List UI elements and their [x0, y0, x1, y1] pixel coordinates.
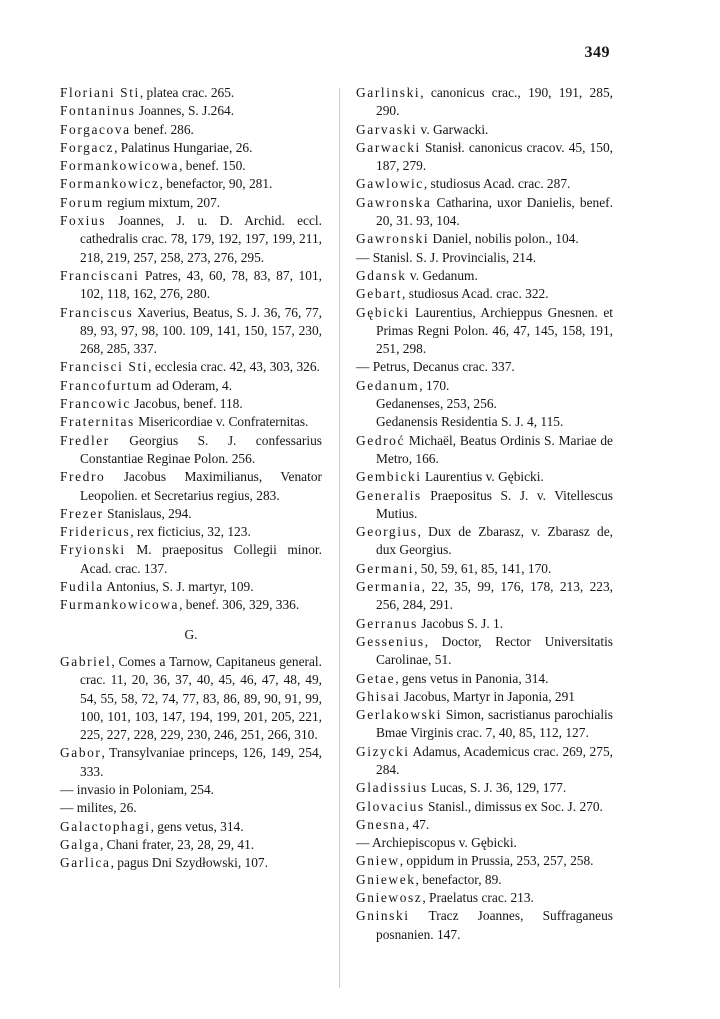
entry-text: — Stanisl. S. J. Provincialis, 214. — [356, 249, 537, 265]
index-entry — [356, 688, 613, 706]
entry-headword: Furmankowicowa — [60, 597, 180, 613]
index-entry — [60, 854, 322, 872]
entry-text: , pagus Dni Szydłowski, 107. — [110, 855, 268, 871]
entry-text: , gens vetus in Panonia, 314. — [395, 670, 549, 686]
index-entry — [356, 285, 613, 303]
entry-headword: Galga — [60, 836, 100, 852]
entry-text: Laurentius, Archieppus Gnesnen. et Primas Regni Polon. 46, 47, 145, 158, 191, 251, 298. — [376, 304, 613, 357]
index-entry — [356, 304, 613, 359]
entry-text: Laurentius v. Gębicki. — [421, 469, 544, 485]
entry-text: Stanislaus, 294. — [103, 505, 192, 521]
entry-headword: Garvaski — [356, 121, 418, 137]
entry-headword: Generalis — [356, 487, 422, 503]
entry-text: , 22, 35, 99, 176, 178, 213, 223, 256, 284, 291. — [376, 579, 613, 613]
entry-headword: Fryionski — [60, 542, 126, 558]
index-entry — [60, 596, 322, 614]
entry-headword: Francowic — [60, 396, 131, 412]
entry-headword: Forum — [60, 194, 104, 210]
entry-text: — invasio in Poloniam, 254. — [60, 781, 214, 797]
index-entry — [60, 836, 322, 854]
entry-text: , 47. — [405, 816, 430, 832]
entry-text: Lucas, S. J. 36, 129, 177. — [427, 780, 567, 796]
index-entry — [356, 779, 613, 797]
entry-text: Tracz Joannes, Suffraganeus posnanien. 147. — [376, 908, 613, 942]
entry-text: Jacobus Maximilianus, Venator Leopolien. et Secretarius regius, 283. — [80, 469, 322, 503]
entry-text: Misericordiae v. Confraternitas. — [134, 414, 309, 430]
index-entry — [60, 413, 322, 431]
entry-headword: Gizycki — [356, 743, 410, 759]
entry-headword: Fredro — [60, 469, 106, 485]
entry-text: , ecclesia crac. 42, 43, 303, 326. — [148, 359, 320, 375]
index-entry — [356, 468, 613, 486]
entry-text: benef. 286. — [130, 121, 194, 137]
index-entry — [60, 468, 322, 505]
entry-headword: Georgius — [356, 524, 418, 540]
entry-headword: Gawronska — [356, 194, 432, 210]
index-entry — [356, 852, 613, 870]
index-entry — [356, 194, 613, 231]
entry-headword: Fredler — [60, 432, 110, 448]
index-entry — [356, 175, 613, 193]
index-entry — [60, 358, 322, 376]
index-entry — [60, 505, 322, 523]
entry-text: Daniel, nobilis polon., 104. — [429, 231, 579, 247]
index-entry — [60, 139, 322, 157]
index-entry — [60, 744, 322, 781]
entry-text: , benef. 306, 329, 336. — [179, 597, 300, 613]
entry-headword: Formankowicz — [60, 176, 160, 192]
entry-headword: Foxius — [60, 213, 107, 229]
entry-text: Adamus, Academicus crac. 269, 275, 284. — [376, 743, 613, 777]
entry-text: , oppidum in Prussia, 253, 257, 258. — [399, 853, 594, 869]
entry-text: , studiosus Acad. crac. 287. — [423, 176, 571, 192]
entry-headword: Gabor — [60, 745, 102, 761]
index-entry — [356, 139, 613, 176]
entry-text: , benef. 150. — [179, 158, 246, 174]
entry-text: Stanisł. canonicus cracov. 45, 150, 187, 279. — [376, 139, 613, 174]
entry-headword: Gebart — [356, 286, 403, 302]
index-entry — [356, 432, 613, 469]
index-entry — [356, 798, 613, 816]
entry-headword: Franciscus — [60, 304, 134, 320]
entry-headword: Germania — [356, 579, 422, 595]
index-entry — [60, 157, 322, 175]
entry-headword: Floriani Sti — [60, 85, 140, 100]
entry-text: Gedanenses, 253, 256. — [376, 396, 497, 412]
index-entry — [60, 121, 322, 139]
index-entry — [356, 816, 613, 834]
index-entry — [60, 377, 322, 395]
column-divider — [339, 88, 340, 988]
entry-text: , gens vetus, 314. — [150, 818, 244, 834]
entry-headword: Garlinski — [356, 85, 421, 100]
entry-text: Gedanensis Residentia S. J. 4, 115. — [376, 414, 564, 430]
entry-text: , 170. — [419, 377, 450, 393]
entry-text: , studiosus Acad. crac. 322. — [402, 286, 549, 302]
entry-headword: Gedroć — [356, 432, 406, 448]
index-entry — [60, 818, 322, 836]
index-entry — [60, 84, 322, 102]
index-entry — [60, 578, 322, 596]
entry-headword: Garlica — [60, 855, 111, 871]
index-entry — [356, 413, 613, 431]
entry-headword: Fraternitas — [60, 414, 135, 430]
entry-headword: Fridericus — [60, 524, 131, 540]
entry-text: Joannes, J. u. D. Archid. eccl. cathedralis crac. 78, 179, 192, 197, 199, 211, 218, 219, 257, 258, 273, 276, 295. — [80, 213, 322, 265]
entry-text: Stanisl., dimissus ex Soc. J. 270. — [424, 798, 603, 814]
index-entry — [356, 907, 613, 944]
index-entry — [60, 175, 322, 193]
entry-headword: Francisci Sti — [60, 359, 149, 375]
index-entry — [356, 834, 613, 852]
entry-text: — Petrus, Decanus crac. 337. — [356, 359, 515, 375]
entry-text: Praepositus S. J. v. Vitellescus Mutius. — [376, 487, 613, 521]
entry-text: Georgius S. J. confessarius Constantiae Reginae Polon. 256. — [80, 432, 322, 466]
index-entry — [60, 541, 322, 578]
entry-headword: Frezer — [60, 505, 104, 521]
index-entry — [356, 249, 613, 267]
index-entry — [60, 523, 322, 541]
entry-headword: Gdansk — [356, 267, 407, 283]
entry-text: , platea crac. 265. — [139, 85, 235, 100]
index-entry — [356, 633, 613, 670]
index-entry — [356, 670, 613, 688]
section-letter-heading: G. — [184, 626, 198, 642]
entry-text: Joannes, S. J.264. — [135, 103, 235, 119]
entry-headword: Gnesna — [356, 816, 406, 832]
entry-headword: Forgacova — [60, 121, 131, 137]
index-entry — [356, 267, 613, 285]
entry-text: , Transylvaniae princeps, 126, 149, 254, 333. — [80, 745, 322, 779]
entry-text: Xaverius, Beatus, S. J. 36, 76, 77, 89, 93, 97, 98, 100. 109, 141, 150, 157, 230, 268, 285, 337. — [80, 304, 322, 357]
entry-headword: Getae — [356, 670, 396, 686]
entry-text: Jacobus, benef. 118. — [130, 396, 243, 412]
index-entry — [356, 615, 613, 633]
index-entry — [356, 377, 613, 395]
entry-headword: Gniewosz — [356, 890, 423, 906]
entry-text: Catharina, uxor Danielis, benef. 20, 31. 93, 104. — [376, 194, 613, 229]
index-entry — [356, 395, 613, 413]
entry-headword: Gabriel — [60, 653, 112, 669]
entry-headword: Franciscani — [60, 267, 140, 283]
entry-text: Patres, 43, 60, 78, 83, 87, 101, 102, 118, 162, 276, 280. — [80, 267, 322, 302]
entry-headword: Gessenius — [356, 633, 425, 649]
index-entry — [356, 743, 613, 780]
index-entry — [60, 653, 322, 744]
index-entry — [356, 578, 613, 615]
entry-text: Michaël, Beatus Ordinis S. Mariae de Metro, 166. — [376, 432, 613, 466]
entry-text: , Dux de Zbarasz, v. Zbarasz de, dux Georgius. — [376, 524, 613, 558]
entry-headword: Garwacki — [356, 139, 421, 155]
entry-text: Antonius, S. J. martyr, 109. — [103, 579, 254, 595]
entry-text: v. Gedanum. — [406, 267, 478, 283]
entry-text: , canonicus crac., 190, 191, 285, 290. — [376, 85, 613, 119]
index-entry — [60, 432, 322, 469]
entry-text: — milites, 26. — [60, 800, 137, 816]
entry-headword: Gladissius — [356, 780, 428, 796]
index-entry — [356, 889, 613, 907]
entry-text: M. praepositus Collegii minor. Acad. crac. 137. — [80, 542, 322, 576]
index-entry — [60, 781, 322, 799]
index-entry — [356, 706, 613, 743]
entry-text: , Comes a Tarnow, Capitaneus general. crac. 11, 20, 36, 37, 40, 45, 46, 47, 48, 49, 54, 55, 58, 72, 74, 77, 83, 86, 89, 90, 91, 99, 100, 101, 103, 147, 194, 199, 201, 205, 221, 225, 227, 228, 229, 230, 246, 251, 266, 310. — [80, 653, 322, 743]
entry-text: ad Oderam, 4. — [152, 377, 233, 393]
entry-headword: Forgacz — [60, 139, 115, 155]
entry-headword: Gedanum — [356, 377, 420, 393]
index-entry — [60, 102, 322, 120]
index-entry — [60, 194, 322, 212]
index-entry — [356, 121, 613, 139]
index-entry — [60, 799, 322, 817]
entry-text: , benefactor, 89. — [415, 871, 502, 887]
entry-text: , Chani frater, 23, 28, 29, 41. — [99, 836, 255, 852]
page-number: 349 — [584, 44, 610, 61]
index-entry — [60, 395, 322, 413]
entry-text: , 50, 59, 61, 85, 141, 170. — [414, 560, 552, 576]
index-entry — [356, 84, 613, 121]
right-column — [356, 84, 613, 944]
entry-headword: Gniewek — [356, 871, 416, 887]
entry-text: — Archiepiscopus v. Gębicki. — [356, 835, 517, 851]
entry-headword: Gerranus — [356, 615, 418, 631]
entry-headword: Gawlowic — [356, 176, 424, 192]
index-entry — [60, 267, 322, 304]
entry-headword: Gniew — [356, 853, 400, 869]
index-entry — [356, 560, 613, 578]
index-entry — [356, 358, 613, 376]
entry-text: , Palatinus Hungariae, 26. — [114, 139, 253, 155]
entry-headword: Germani — [356, 560, 415, 576]
entry-headword: Gębicki — [356, 304, 410, 320]
entry-headword: Gerlakowski — [356, 707, 443, 723]
entry-headword: Glovacius — [356, 798, 425, 814]
index-entry — [356, 230, 613, 248]
entry-headword: Gninski — [356, 908, 410, 924]
entry-headword: Ghisai — [356, 688, 401, 704]
entry-text: regium mixtum, 207. — [103, 194, 221, 210]
entry-headword: Francofurtum — [60, 377, 153, 393]
entry-text: , rex ficticius, 32, 123. — [130, 524, 251, 540]
index-entry — [356, 487, 613, 524]
entry-text: , Doctor, Rector Universitatis Carolinae, 51. — [376, 633, 613, 668]
entry-text: v. Garwacki. — [417, 121, 489, 137]
entry-headword: Gawronski — [356, 231, 430, 247]
entry-text: Simon, sacristianus parochialis Bmae Virginis crac. 7, 40, 85, 112, 127. — [376, 707, 613, 741]
entry-headword: Formankowicowa — [60, 158, 180, 174]
entry-headword: Gembicki — [356, 469, 422, 485]
entry-text: , benefactor, 90, 281. — [159, 176, 273, 192]
left-column — [60, 84, 322, 872]
index-entry — [60, 304, 322, 359]
entry-headword: Fudila — [60, 579, 104, 595]
entry-text: Jacobus, Martyr in Japonia, 291 — [400, 688, 575, 704]
index-entry — [60, 212, 322, 267]
index-entry — [356, 523, 613, 560]
index-entry — [356, 871, 613, 889]
entry-text: , Praelatus crac. 213. — [422, 890, 534, 906]
entry-headword: Galactophagi — [60, 818, 151, 834]
entry-text: Jacobus S. J. 1. — [417, 615, 504, 631]
entry-headword: Fontaninus — [60, 103, 136, 119]
